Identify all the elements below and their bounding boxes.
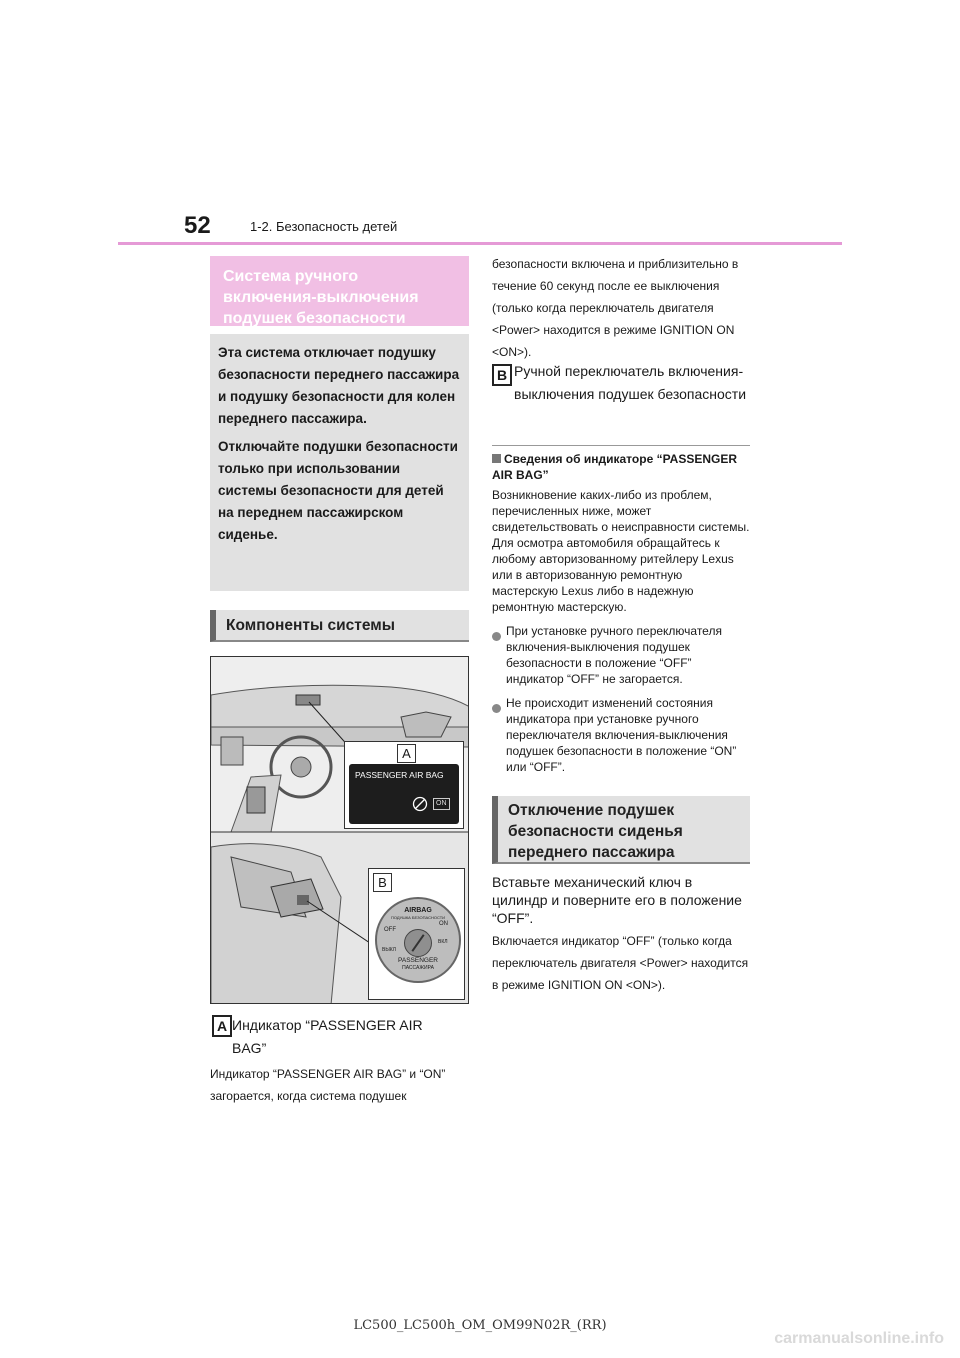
continued-text: безопасности включена и приблизительно в течение 60 секунд после ее выключения (только когда переключатель двигателя <Power> находится в режиме IGNITION ON <ON>). bbox=[492, 257, 739, 359]
info-text: Возникновение каких-либо из проблем, перечисленных ниже, может свидетельствовать о неисправности системы. Для осмотра автомобиля обращайтесь к любому авторизованному ритейлеру Lexus или в авторизованную ремонтную мастерскую Lexus либо в надежную ремонтную мастерскую. bbox=[492, 488, 750, 614]
indicator-inset bbox=[344, 741, 464, 829]
switch-airbag-label: AIRBAG bbox=[404, 907, 432, 914]
item-b-label: Ручной переключатель включения-выключения подушек безопасности bbox=[514, 363, 747, 402]
switch-vykl-label: ВЫКЛ bbox=[382, 947, 396, 953]
info-title-text: Сведения об индикаторе “PASSENGER AIR BAG” bbox=[492, 452, 738, 482]
page-number: 52 bbox=[184, 212, 211, 239]
item-b-letter-box: B bbox=[492, 364, 512, 386]
section-title: 1-2. Безопасность детей bbox=[250, 219, 398, 234]
switch-podushka-label: ПОДУШКА БЕЗОПАСНОСТИ bbox=[390, 915, 446, 920]
indicator-on-label: ON bbox=[433, 798, 450, 810]
passenger-airbag-text: PASSENGER AIR BAG bbox=[355, 770, 444, 780]
info-title bbox=[492, 451, 750, 483]
switch-off-label: OFF bbox=[384, 927, 396, 933]
switch-vkl-label: ВКЛ bbox=[438, 939, 448, 945]
bullet-2-marker bbox=[492, 700, 501, 718]
disable-heading-text: Отключение подушек безопасности сиденья переднего пассажира bbox=[508, 802, 683, 861]
square-bullet-icon bbox=[492, 454, 501, 463]
bullet-2-text: Не происходит изменений состояния индикатора при установке ручного переключателя включения-выключения подушек безопасности в положение “ON” или “OFF”. bbox=[506, 696, 737, 774]
circle-bullet-icon bbox=[492, 632, 501, 641]
switch-on-label: ON bbox=[439, 921, 448, 927]
switch-inset bbox=[368, 868, 465, 1000]
bullet-1-marker bbox=[492, 628, 501, 646]
item-a-description: Индикатор “PASSENGER AIR BAG” и “ON” загорается, когда система подушек bbox=[210, 1067, 446, 1103]
disable-heading bbox=[492, 796, 750, 864]
airbag-off-icon bbox=[411, 796, 429, 812]
item-b-letter bbox=[492, 364, 512, 386]
airbag-switch-dial bbox=[375, 897, 461, 983]
watermark: carmanualsonline.info bbox=[774, 1330, 944, 1347]
disable-paragraph-1: Вставьте механический ключ в цилиндр и поверните его в положение “OFF”. bbox=[492, 874, 742, 926]
pink-section-heading-text: Система ручного включения-выключения подушек безопасности bbox=[223, 268, 419, 327]
header-rule bbox=[118, 242, 842, 245]
circle-bullet-icon bbox=[492, 704, 501, 713]
info-divider bbox=[492, 445, 750, 446]
key-cylinder bbox=[404, 929, 432, 957]
item-a-letter bbox=[212, 1015, 232, 1037]
document-code: LC500_LC500h_OM_OM99N02R_(RR) bbox=[353, 1318, 607, 1333]
disable-paragraph-2: Включается индикатор “OFF” (только когда переключатель двигателя <Power> находится в режиме IGNITION ON <ON>). bbox=[492, 934, 749, 992]
indicator-panel bbox=[349, 764, 459, 824]
switch-passazhira-label: ПАССАЖИРА bbox=[402, 965, 434, 971]
bullet-1-text: При установке ручного переключателя включения-выключения подушек безопасности в положение “OFF” индикатор “OFF” не загорается. bbox=[506, 624, 722, 686]
item-a-label: Индикатор “PASSENGER AIR BAG” bbox=[232, 1017, 423, 1056]
item-a-letter-box: A bbox=[212, 1015, 232, 1037]
warning-paragraph-2: Отключайте подушки безопасности только при использовании системы безопасности для детей на переднем пассажирском сиденье. bbox=[218, 439, 458, 542]
key-slot bbox=[411, 934, 424, 952]
components-heading-text: Компоненты системы bbox=[226, 617, 395, 634]
figure-label-a: A bbox=[397, 744, 416, 763]
components-heading bbox=[210, 610, 469, 642]
warning-box bbox=[210, 334, 469, 591]
pink-section-heading bbox=[210, 256, 469, 326]
warning-paragraph-1: Эта система отключает подушку безопасности переднего пассажира и подушку безопасности для колен переднего пассажира. bbox=[218, 345, 460, 426]
figure-label-b: B bbox=[373, 873, 392, 892]
switch-passenger-label: PASSENGER bbox=[398, 957, 438, 964]
